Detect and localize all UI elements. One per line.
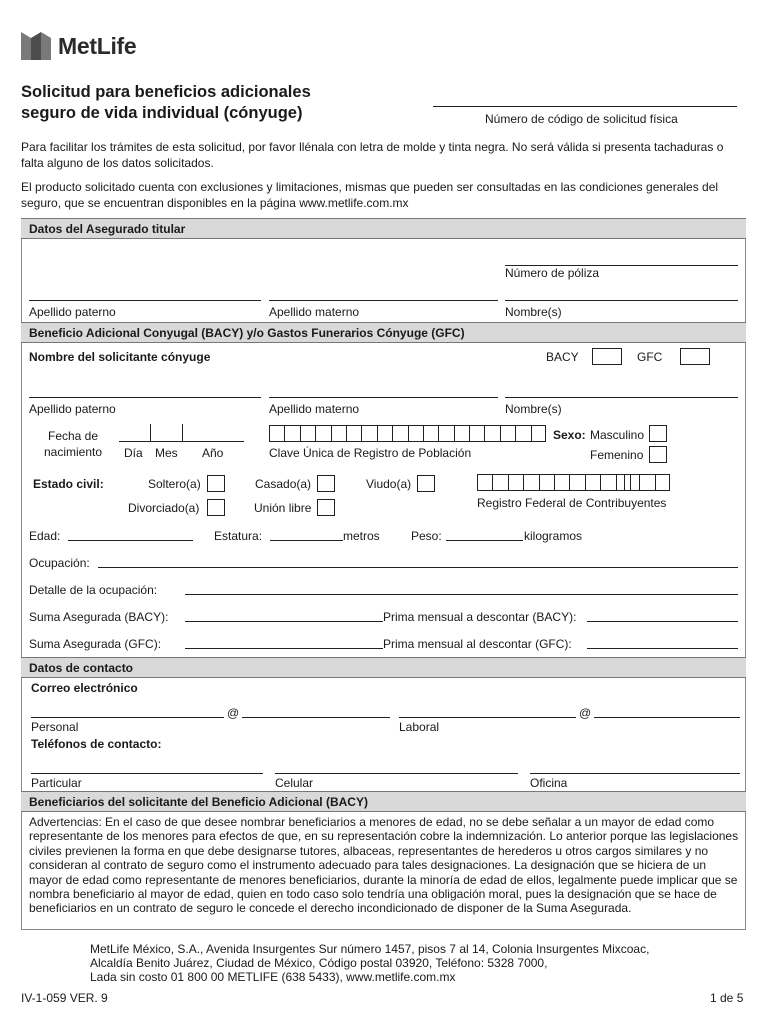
single-checkbox[interactable] (207, 475, 225, 492)
section-conyuge: Beneficio Adicional Conyugal (BACY) y/o Gastos Funerarios Cónyuge (GFC) (21, 322, 746, 343)
single-label: Soltero(a) (148, 477, 201, 491)
female-checkbox[interactable] (649, 446, 667, 463)
footer-address-2: Alcaldía Benito Juárez, Ciudad de México, Código postal 03920, Teléfono: 5328 7000, (90, 956, 548, 970)
curp-field[interactable] (269, 425, 546, 442)
male-checkbox[interactable] (649, 425, 667, 442)
beneficiaries-warning: Advertencias: En el caso de que desee nombrar beneficiarios a menores de edad, no se debe señalar a un mayor de edad como representante de los menores para efectos de que, en su representación cobre la indemnización. Lo anterior porque las legislaciones civiles previenen la forma en que debe designarse tutores, albaceas, representantes de herederos u otros cargos similares y no consideran al contrato de seguro como el instrumento adecuado para tales designaciones. La designación que se hiciera de un mayor de edad como representante de menores beneficiarios, durante la minoría de edad de ellos, legalmente puede implicar que se nombra beneficiario al mayor de edad, quien en todo caso solo tendría una obligación moral, pues la designación que se hace de beneficiarios en un contrato de seguro le concede el derecho incondicionado de disponer de la Suma Asegurada. (29, 815, 739, 916)
titular-nombres-label: Nombre(s) (505, 305, 562, 319)
work-email-label: Laboral (399, 720, 440, 734)
page-number: 1 de 5 (710, 991, 744, 1005)
titular-nombres-field[interactable] (505, 300, 738, 301)
weight-field[interactable] (446, 540, 523, 541)
male-label: Masculino (590, 428, 645, 442)
premium-bacy-label: Prima mensual a descontar (BACY): (383, 610, 577, 624)
birthdate-month-label: Mes (155, 446, 178, 460)
spouse-apellido-paterno-label: Apellido paterno (29, 402, 116, 416)
age-label: Edad: (29, 529, 61, 543)
height-label: Estatura: (214, 529, 263, 543)
footer-address-1: MetLife México, S.A., Avenida Insurgentes Sur número 1457, pisos 7 al 14, Colonia Insurgentes Mixcoac, (90, 942, 650, 956)
work-email-domain-field[interactable] (594, 717, 740, 718)
phones-heading: Teléfonos de contacto: (31, 737, 162, 751)
request-code-field[interactable] (433, 106, 737, 107)
free-union-checkbox[interactable] (317, 499, 335, 516)
weight-label: Peso: (411, 529, 442, 543)
female-label: Femenino (590, 448, 644, 462)
marital-status-label: Estado civil: (33, 477, 104, 491)
sex-label: Sexo: (553, 428, 586, 442)
titular-apellido-materno-label: Apellido materno (269, 305, 360, 319)
premium-gfc-label: Prima mensual al descontar (GFC): (383, 637, 572, 651)
intro-paragraph-1: Para facilitar los trámites de esta solicitud, por favor llénala con letra de molde y tinta negra. No será válida si presenta tachaduras o falta alguno de los datos solicitados. (21, 140, 724, 170)
divorced-checkbox[interactable] (207, 499, 225, 516)
request-code-label: Número de código de solicitud física (485, 112, 678, 126)
premium-gfc-field[interactable] (587, 648, 738, 649)
form-version: IV-1-059 VER. 9 (21, 991, 108, 1005)
married-checkbox[interactable] (317, 475, 335, 492)
gfc-checkbox[interactable] (680, 348, 710, 365)
spouse-nombres-label: Nombre(s) (505, 402, 562, 416)
occupation-detail-label: Detalle de la ocupación: (29, 583, 158, 597)
birthdate-field[interactable] (119, 424, 244, 442)
meters-label: metros (343, 529, 380, 543)
birthdate-label-1: Fecha de (48, 429, 99, 443)
sum-insured-gfc-field[interactable] (185, 648, 383, 649)
cell-phone-label: Celular (275, 776, 314, 790)
divorced-label: Divorciado(a) (128, 501, 200, 515)
sum-insured-gfc-label: Suma Asegurada (GFC): (29, 637, 162, 651)
kilograms-label: kilogramos (524, 529, 583, 543)
birthdate-year-label: Año (202, 446, 224, 460)
metlife-logo (21, 30, 161, 62)
home-phone-field[interactable] (31, 773, 263, 774)
office-phone-field[interactable] (530, 773, 740, 774)
home-phone-label: Particular (31, 776, 82, 790)
spouse-apellido-materno-label: Apellido materno (269, 402, 360, 416)
office-phone-label: Oficina (530, 776, 568, 790)
sum-insured-bacy-field[interactable] (185, 621, 383, 622)
age-field[interactable] (68, 540, 193, 541)
married-label: Casado(a) (255, 477, 312, 491)
spouse-apellido-paterno-field[interactable] (29, 397, 261, 398)
footer-address-3: Lada sin costo 01 800 00 METLIFE (638 5433), www.metlife.com.mx (90, 970, 456, 984)
titular-apellido-materno-field[interactable] (269, 300, 498, 301)
birthdate-day-label: Día (124, 446, 143, 460)
form-title-line2: seguro de vida individual (cónyuge) (21, 104, 303, 122)
occupation-detail-field[interactable] (185, 594, 738, 595)
titular-apellido-paterno-label: Apellido paterno (29, 305, 116, 319)
personal-email-label: Personal (31, 720, 79, 734)
intro-paragraph-2: El producto solicitado cuenta con exclusiones y limitaciones, mismas que pueden ser consultadas en las condiciones generales del seguro, que se encuentran disponibles en la página www.metlife.com.mx (21, 180, 719, 210)
personal-email-user-field[interactable] (31, 717, 224, 718)
widowed-label: Viudo(a) (366, 477, 412, 491)
policy-number-label: Número de póliza (505, 266, 600, 280)
form-title-line1: Solicitud para beneficios adicionales (21, 83, 311, 101)
bacy-checkbox[interactable] (592, 348, 622, 365)
work-email-at: @ (579, 706, 592, 720)
rfc-homoclave-field[interactable] (624, 474, 670, 491)
sum-insured-bacy-label: Suma Asegurada (BACY): (29, 610, 169, 624)
spouse-apellido-materno-field[interactable] (269, 397, 498, 398)
premium-bacy-field[interactable] (587, 621, 738, 622)
work-email-user-field[interactable] (399, 717, 576, 718)
titular-apellido-paterno-field[interactable] (29, 300, 261, 301)
metlife-logo-icon (21, 30, 51, 60)
free-union-label: Unión libre (254, 501, 312, 515)
bacy-label: BACY (546, 350, 579, 364)
spouse-name-heading: Nombre del solicitante cónyuge (29, 350, 211, 364)
curp-label: Clave Única de Registro de Población (269, 446, 472, 460)
section-titular: Datos del Asegurado titular (21, 218, 746, 239)
rfc-field[interactable] (477, 474, 631, 491)
personal-email-at: @ (227, 706, 240, 720)
widowed-checkbox[interactable] (417, 475, 435, 492)
gfc-label: GFC (637, 350, 663, 364)
cell-phone-field[interactable] (275, 773, 518, 774)
occupation-field[interactable] (98, 567, 738, 568)
brand-name: MetLife (58, 33, 137, 59)
rfc-label: Registro Federal de Contribuyentes (477, 496, 667, 510)
height-field[interactable] (270, 540, 343, 541)
spouse-nombres-field[interactable] (505, 397, 738, 398)
section-contacto: Datos de contacto (21, 657, 746, 678)
occupation-label: Ocupación: (29, 556, 90, 570)
personal-email-domain-field[interactable] (242, 717, 390, 718)
email-heading: Correo electrónico (31, 681, 138, 695)
section-beneficiarios: Beneficiarios del solicitante del Beneficio Adicional (BACY) (21, 791, 746, 812)
birthdate-label-2: nacimiento (44, 445, 103, 459)
